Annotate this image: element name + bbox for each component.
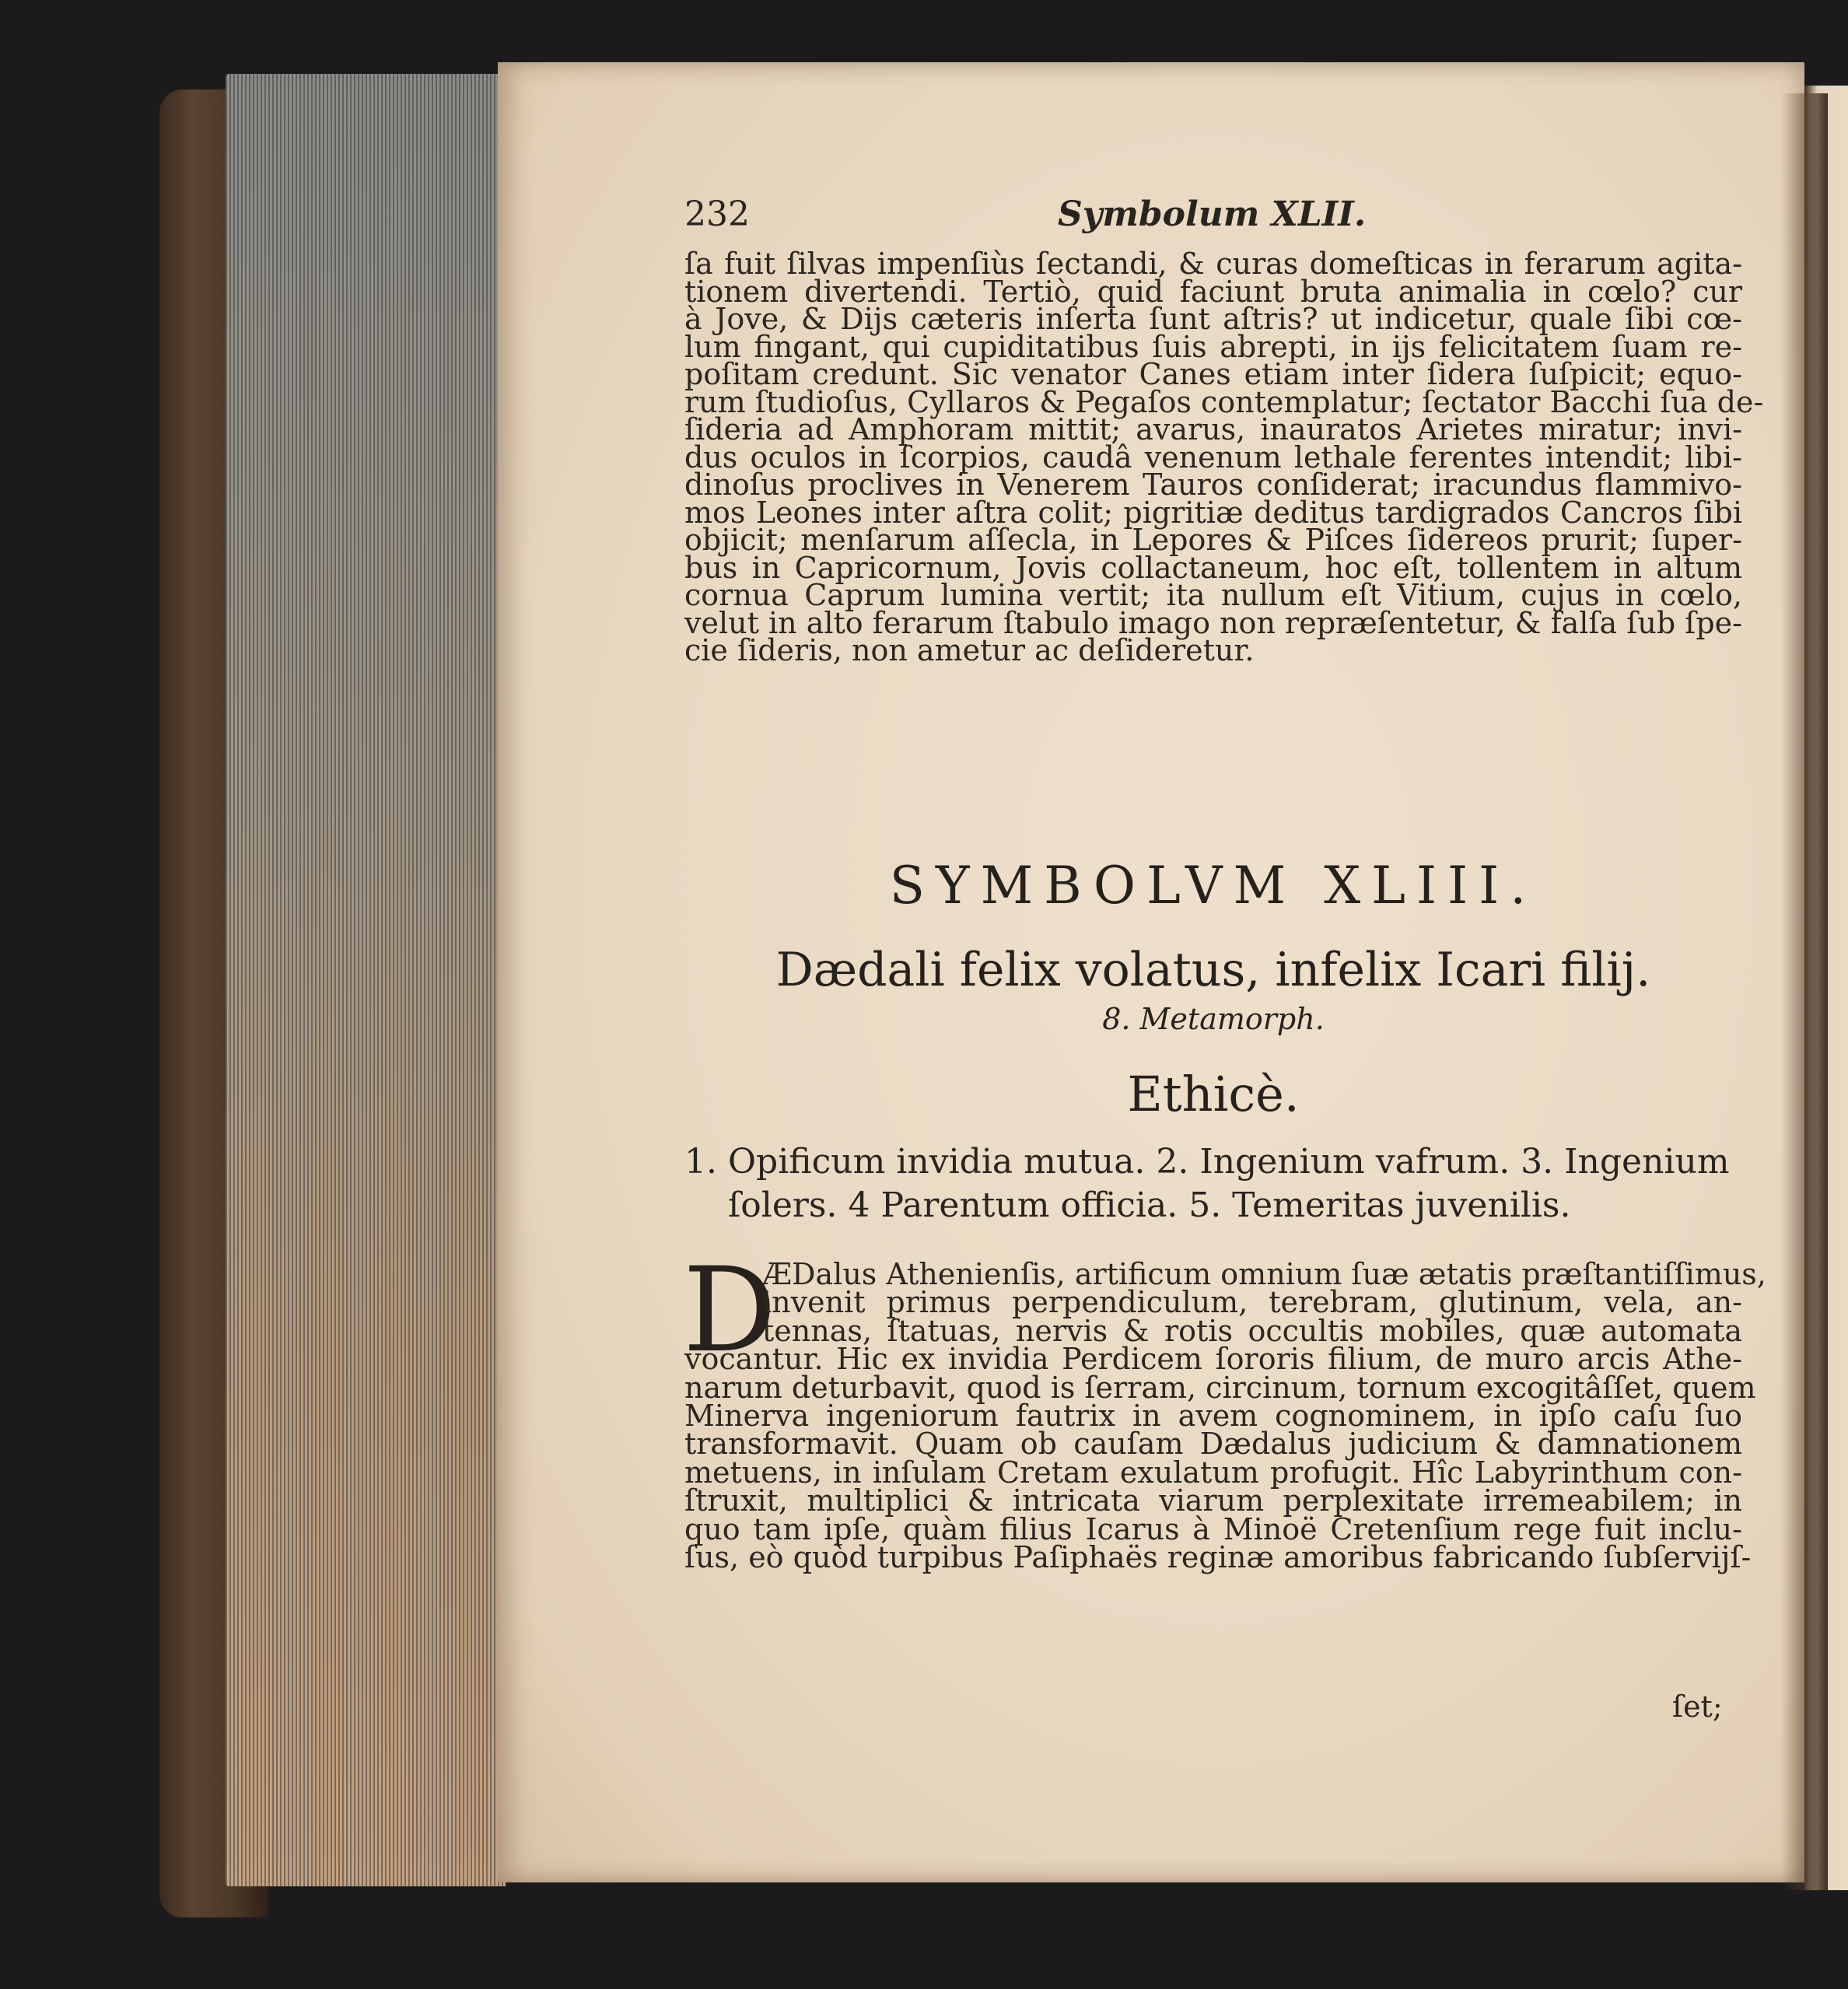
text-line: ſideria ad Amphoram mittit; avarus, inauratos Arietes miratur; invi- (684, 412, 1742, 446)
gutter-shadow (1781, 93, 1828, 1890)
text-line: Minerva ingeniorum fautrix in avem cognominem, in ipſo caſu ſuo (684, 1399, 1742, 1434)
text-line: transformavit. Quam ob cauſam Dædalus judicium & damnationem (684, 1427, 1742, 1462)
text-line: metuens, in inſulam Cretam exulatum profugit. Hîc Labyrinthum con- (684, 1455, 1742, 1490)
page-edges (226, 74, 506, 1886)
text-line: à Jove, & Dijs cæteris inſerta ſunt aſtris? ut indicetur, quale ſibi cœ- (684, 302, 1742, 336)
text-line: dinoſus proclives in Venerem Tauros conſiderat; iracundus flammivo- (684, 467, 1742, 502)
text-line: ſtruxit, multiplici & intricata viarum perplexitate irremeabilem; in (684, 1483, 1742, 1518)
text-line: lum fingant, qui cupiditatibus ſuis abrepti, in ijs felicitatem ſuam re- (684, 329, 1742, 364)
text-line: quo tam ipſe, quàm filius Icarus à Minoë Cretenſium rege fuit inclu- (684, 1511, 1742, 1546)
section-label: Ethicè. (1127, 1066, 1300, 1122)
text-line: bus in Capricornum, Jovis collactaneum, hoc eſt, tollentem in altum (684, 550, 1742, 585)
text-line: invenit primus perpendiculum, terebram, glutinum, vela, an- (762, 1285, 1742, 1320)
symbol-source: 8. Metamorph. (1102, 1002, 1325, 1036)
text-line: cornua Caprum lumina vertit; ita nullum eſt Vitium, cujus in cœlo, (684, 578, 1742, 612)
text-line: ÆDalus Athenienſis, artificum omnium ſuæ ætatis præſtantiſſimus, (762, 1257, 1766, 1291)
text-line: mos Leones inter aſtra colit; pigritiæ deditus tardigrados Cancros ſibi (684, 495, 1742, 530)
topic-list (684, 1140, 1742, 1227)
paragraph-daedalus (684, 1257, 1766, 1575)
text-line: rum ſtudioſus, Cyllaros & Pegaſos contemplatur; ſectator Bacchi ſua de- (684, 384, 1764, 419)
drop-cap: D (683, 1243, 777, 1378)
symbol-title: Dædali felix volatus, infelix Icari filij. (775, 943, 1651, 997)
text-line: vocantur. Hic ex invidia Perdicem ſororis filium, de muro arcis Athe- (684, 1342, 1742, 1377)
text-line: objicit; menſarum aſſecla, in Lepores & Piſces ſidereos prurit; ſuper- (684, 523, 1742, 557)
topic-line: 1. Opificum invidia mutua. 2. Ingenium vafrum. 3. Ingenium (684, 1142, 1730, 1182)
running-title: Symbolum XLII. (1058, 194, 1367, 234)
symbol-heading: SYMBOLVM XLIII. (889, 856, 1538, 916)
text-line: ſus, eò quòd turpibus Paſiphaës reginæ amoribus fabricando ſubſervijſ- (684, 1540, 1752, 1575)
text-line-last: cie ſideris, non ametur ac deſideretur. (684, 633, 1255, 667)
text-line: narum deturbavit, quod is ſerram, circinum, tornum excogitâſſet, quem (684, 1370, 1756, 1405)
text-line: ſa fuit ſilvas impenſiùs ſectandi, & curas domeſticas in ferarum agita- (684, 247, 1742, 281)
running-head (684, 194, 1462, 241)
text-line: tennas, ſtatuas, nervis & rotis occultis mobiles, quæ automata (762, 1313, 1742, 1348)
text-line: tionem divertendi. Tertiò, quid faciunt bruta animalia in cœlo? cur (684, 274, 1742, 309)
page-number: 232 (684, 194, 750, 234)
catchword: ſet; (1672, 1690, 1723, 1724)
topic-line: ſolers. 4 Parentum officia. 5. Temeritas juvenilis. (728, 1185, 1571, 1225)
paragraph-continued (684, 247, 1764, 667)
text-line: poſitam credunt. Sic venator Canes etiam inter ſidera ſuſpicit; equo- (684, 357, 1742, 391)
text-line: velut in alto ferarum ſtabulo imago non repræſentetur, & falſa ſub ſpe- (684, 605, 1742, 640)
text-line: dus oculos in ſcorpios, caudâ venenum lethale ferentes intendit; libi- (684, 439, 1742, 474)
